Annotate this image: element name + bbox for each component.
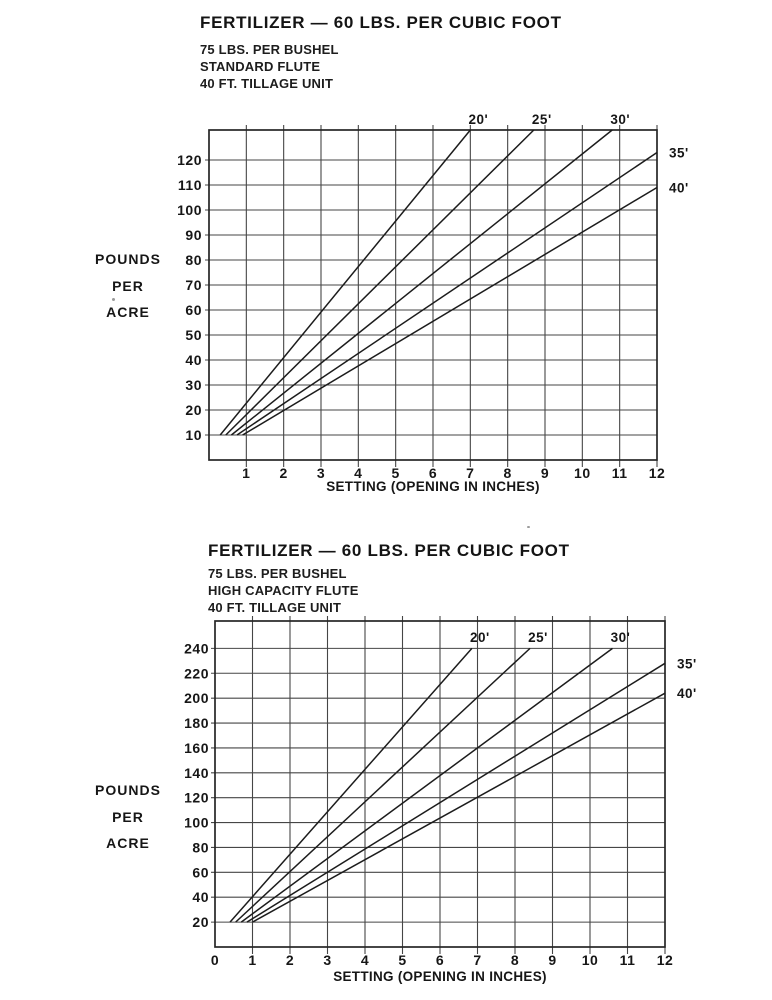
series-label-25ft: 25': [528, 630, 548, 645]
x-tick-label: 5: [398, 952, 407, 968]
y-tick-label: 10: [185, 427, 202, 443]
chart1-subtitle-line-2: STANDARD FLUTE: [200, 59, 321, 74]
y-tick-label: 80: [185, 252, 202, 268]
series-line-40ft: [253, 693, 666, 922]
x-tick-label: 11: [619, 952, 636, 968]
x-tick-label: 10: [581, 952, 599, 968]
series-label-20ft: 20': [468, 112, 489, 127]
x-tick-label: 5: [391, 465, 400, 481]
series-label-40ft: 40': [677, 686, 697, 702]
x-tick-label: 4: [354, 465, 363, 481]
y-axis-title-line: PER: [112, 277, 144, 294]
series-line-25ft: [236, 648, 530, 922]
series-label-20ft: 20': [470, 630, 490, 645]
x-tick-label: 9: [540, 465, 550, 481]
x-tick-label: 3: [323, 952, 332, 968]
y-tick-label: 80: [192, 839, 209, 856]
x-tick-label: 1: [248, 952, 257, 968]
y-tick-label: 220: [184, 665, 209, 682]
chart2-plot-area: [0, 600, 772, 995]
scan-speck: [112, 298, 115, 301]
chart1-subtitle: [200, 41, 339, 92]
y-axis-title-line: POUNDS: [95, 782, 161, 798]
chart2-subtitle-line-2: HIGH CAPACITY FLUTE: [208, 583, 359, 598]
x-tick-label: 9: [548, 952, 557, 968]
x-tick-label: 8: [510, 952, 520, 968]
x-tick-label: 12: [648, 465, 666, 481]
x-tick-label: 8: [503, 465, 512, 481]
chart1-x-axis-title: SETTING (OPENING IN INCHES): [326, 479, 540, 494]
series-lines: [230, 648, 665, 922]
series-label-35ft: 35': [677, 656, 697, 672]
chart1-title: FERTILIZER — 60 LBS. PER CUBIC FOOT: [200, 13, 562, 32]
grid: [211, 616, 665, 954]
chart2-title: FERTILIZER — 60 LBS. PER CUBIC FOOT: [208, 541, 570, 560]
y-axis-title-line: ACRE: [106, 304, 150, 320]
y-tick-label: 100: [184, 814, 209, 831]
y-tick-label: 160: [184, 739, 209, 756]
x-tick-label: 2: [279, 465, 288, 481]
x-tick-label: 2: [285, 952, 295, 968]
chart1-subtitle-line-3: 40 FT. TILLAGE UNIT: [200, 76, 334, 91]
y-tick-label: 70: [185, 277, 202, 293]
series-line-40ft: [243, 188, 657, 436]
y-tick-label: 50: [185, 327, 202, 343]
y-tick-label: 110: [177, 177, 202, 193]
series-line-35ft: [247, 663, 665, 922]
series-line-30ft: [231, 130, 612, 435]
chart2-subtitle-line-1: 75 LBS. PER BUSHEL: [208, 566, 347, 581]
series-line-30ft: [241, 648, 612, 922]
y-tick-label: 40: [185, 352, 202, 368]
grid: [205, 125, 657, 467]
x-tick-label: 10: [574, 465, 591, 481]
series-label-30ft: 30': [610, 630, 631, 645]
y-tick-label: 200: [184, 690, 209, 707]
x-tick-label: 7: [473, 952, 482, 968]
series-line-25ft: [226, 130, 534, 435]
tick-labels: [177, 152, 665, 481]
y-tick-label: 20: [192, 914, 209, 931]
series-label-35ft: 35': [669, 145, 689, 161]
x-tick-label: 11: [611, 465, 628, 481]
y-tick-label: 120: [184, 789, 209, 806]
x-tick-label: 3: [316, 465, 326, 481]
y-axis-title-line: ACRE: [106, 835, 150, 851]
series-line-35ft: [237, 153, 657, 436]
x-tick-label: 1: [242, 465, 251, 481]
chart1-plot-area: [0, 105, 772, 505]
y-tick-label: 60: [192, 864, 209, 881]
x-tick-label: 7: [466, 465, 475, 481]
x-tick-label: 6: [428, 465, 438, 481]
y-tick-label: 140: [184, 764, 209, 781]
y-tick-label: 40: [192, 889, 209, 906]
y-tick-label: 90: [185, 227, 202, 243]
y-tick-label: 120: [177, 152, 202, 168]
scan-speck: [527, 526, 530, 528]
y-axis-title-line: POUNDS: [95, 251, 161, 267]
series-line-20ft: [230, 648, 472, 922]
x-tick-label: 6: [435, 952, 445, 968]
series-lines: [220, 130, 657, 435]
x-tick-label: 12: [656, 952, 674, 968]
chart2-x-axis-title: SETTING (OPENING IN INCHES): [333, 969, 547, 984]
x-tick-label: 0: [210, 952, 220, 968]
series-label-25ft: 25': [531, 112, 552, 127]
y-tick-label: 100: [177, 202, 202, 218]
y-tick-label: 240: [184, 640, 209, 657]
y-axis-title-line: PER: [112, 808, 144, 825]
x-tick-label: 4: [360, 952, 370, 968]
y-tick-label: 60: [185, 302, 202, 318]
y-tick-label: 30: [185, 377, 202, 393]
series-label-30ft: 30': [610, 112, 631, 127]
series-label-40ft: 40': [669, 180, 689, 196]
y-tick-label: 180: [184, 715, 209, 732]
y-tick-label: 20: [185, 402, 202, 418]
chart2-subtitle-line-3: 40 FT. TILLAGE UNIT: [208, 600, 342, 615]
chart1-subtitle-line-1: 75 LBS. PER BUSHEL: [200, 42, 339, 57]
